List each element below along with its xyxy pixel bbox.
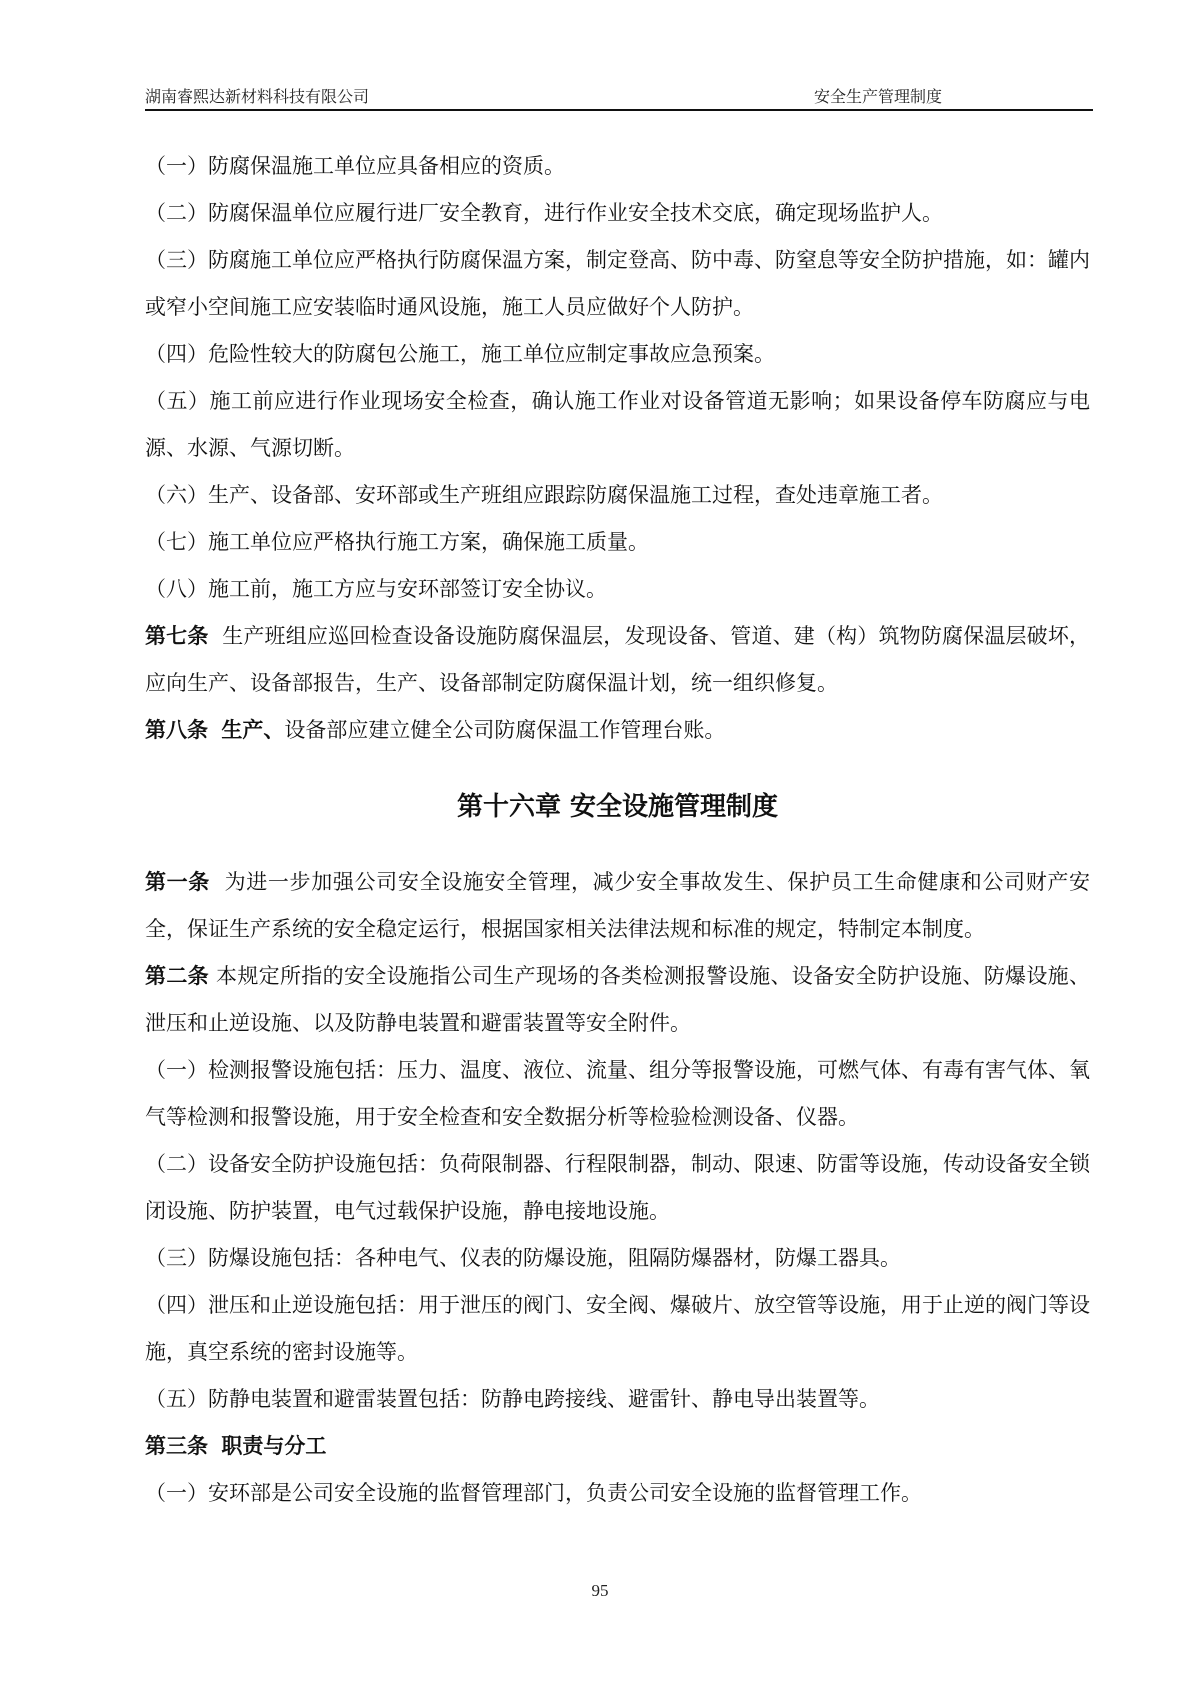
paragraph-item: （五）施工前应进行作业现场安全检查，确认施工作业对设备管道无影响；如果设备停车防腐应与电源、水源、气源切断。 [145,389,1090,460]
article-7-text: 生产班组应巡回检查设备设施防腐保温层，发现设备、管道、建（构）筑物防腐保温层破坏，应向生产、设备部报告，生产、设备部制定防腐保温计划，统一组织修复。 [145,624,1091,695]
article-2-text: 本规定所指的安全设施指公司生产现场的各类检测报警设施、设备安全防护设施、防爆设施、泄压和止逆设施、以及防静电装置和避雷装置等安全附件。 [145,964,1091,1035]
article-1-paragraph [145,859,1090,953]
paragraph-item: （八）施工前，施工方应与安环部签订安全协议。 [145,577,607,601]
header-section-title: 安全生产管理制度 [814,87,943,106]
header-company-name: 湖南睿熙达新材料科技有限公司 [145,87,370,106]
page-number: 95 [591,1581,609,1600]
article-3-heading: 职责与分工 [221,1434,327,1458]
article-2-label: 第二条 [145,964,209,988]
paragraph-item: （一）检测报警设施包括：压力、温度、液位、流量、组分等报警设施，可燃气体、有毒有害气体、氧气等检测和报警设施，用于安全检查和安全数据分析等检验检测设备、仪器。 [145,1058,1090,1129]
paragraph-item: （六）生产、设备部、安环部或生产班组应跟踪防腐保温施工过程，查处违章施工者。 [145,483,943,507]
article-8-bold-text: 生产、 [221,718,285,742]
document-body [145,143,1090,1517]
page-header [145,84,1093,110]
article-8-paragraph [145,707,1090,754]
article-1-label: 第一条 [145,870,210,894]
paragraph-item: （三）防腐施工单位应严格执行防腐保温方案，制定登高、防中毒、防窒息等安全防护措施，如：罐内或窄小空间施工应安装临时通风设施，施工人员应做好个人防护。 [145,248,1090,319]
article-3-label: 第三条 [145,1434,208,1458]
paragraph-item: （三）防爆设施包括：各种电气、仪表的防爆设施，阻隔防爆器材，防爆工器具。 [145,1246,901,1270]
article-8-label: 第八条 [145,718,208,742]
paragraph-item: （一）防腐保温施工单位应具备相应的资质。 [145,154,565,178]
paragraph-item: （一）安环部是公司安全设施的监督管理部门，负责公司安全设施的监督管理工作。 [145,1481,922,1505]
paragraph-item: （七）施工单位应严格执行施工方案，确保施工质量。 [145,530,649,554]
paragraph-item: （二）设备安全防护设施包括：负荷限制器、行程限制器，制动、限速、防雷等设施，传动设备安全锁闭设施、防护装置，电气过载保护设施，静电接地设施。 [145,1152,1090,1223]
article-7-label: 第七条 [145,624,209,648]
paragraph-item: （四）泄压和止逆设施包括：用于泄压的阀门、安全阀、爆破片、放空管等设施，用于止逆的阀门等设施，真空系统的密封设施等。 [145,1293,1090,1364]
article-2-paragraph [145,953,1090,1047]
article-3-paragraph [145,1423,1090,1470]
article-7-paragraph [145,613,1090,707]
chapter-title: 第十六章 安全设施管理制度 [456,792,779,822]
article-8-text: 设备部应建立健全公司防腐保温工作管理台账。 [284,718,726,742]
header-divider [145,109,1093,111]
paragraph-item: （二）防腐保温单位应履行进厂安全教育，进行作业安全技术交底，确定现场监护人。 [145,201,943,225]
paragraph-item: （四）危险性较大的防腐包公施工，施工单位应制定事故应急预案。 [145,342,775,366]
article-1-text: 为进一步加强公司安全设施安全管理，减少安全事故发生、保护员工生命健康和公司财产安全，保证生产系统的安全稳定运行，根据国家相关法律法规和标准的规定，特制定本制度。 [145,870,1090,941]
paragraph-item: （五）防静电装置和避雷装置包括：防静电跨接线、避雷针、静电导出装置等。 [145,1387,880,1411]
